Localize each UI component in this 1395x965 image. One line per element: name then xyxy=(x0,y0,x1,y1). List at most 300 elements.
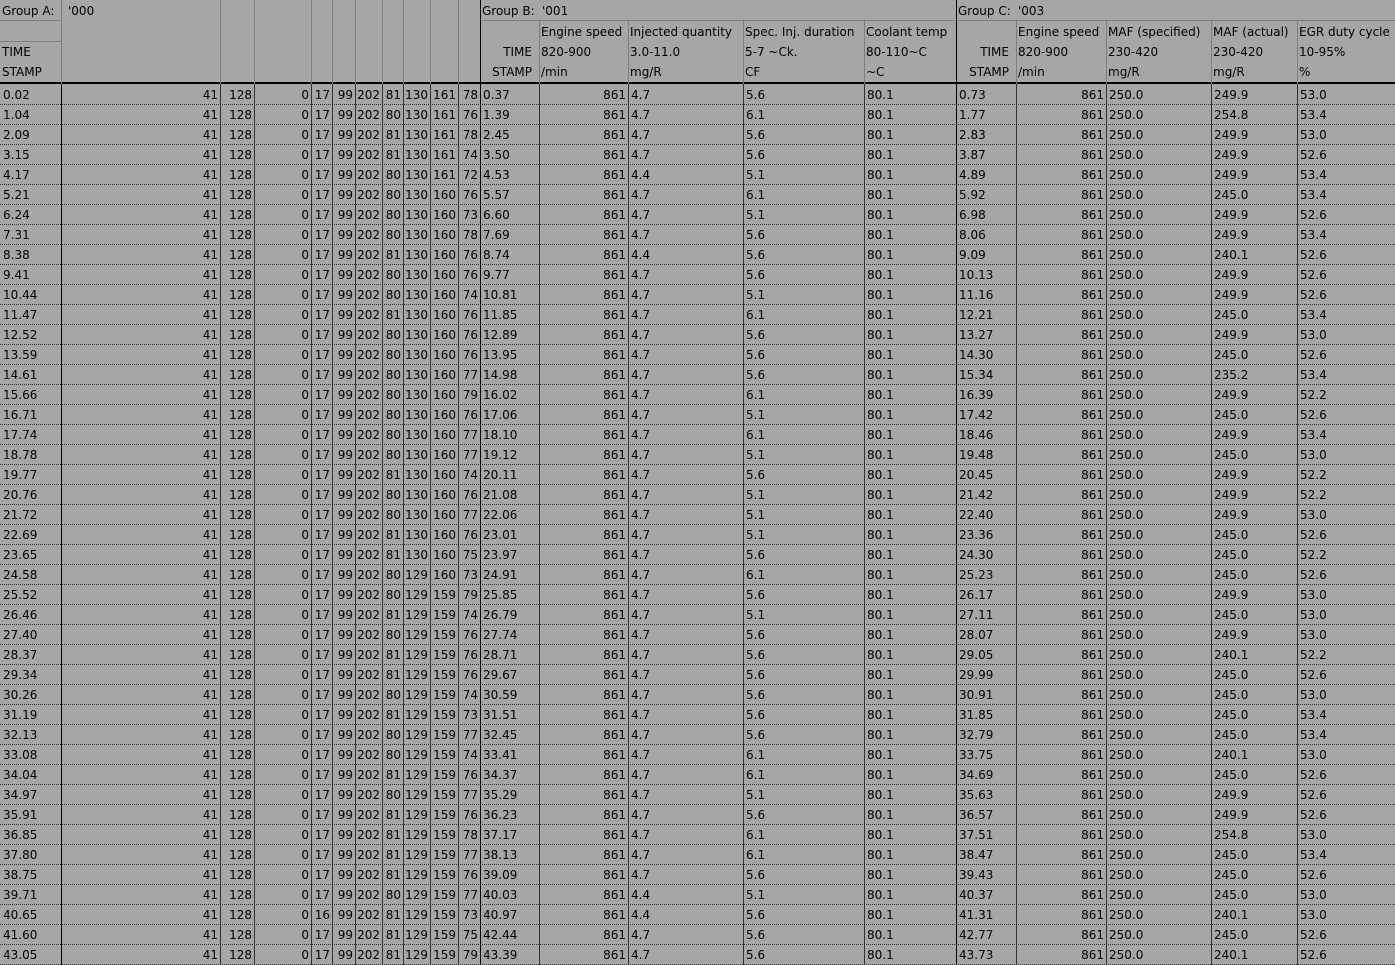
a-val-2-cell[interactable]: 128 xyxy=(229,288,252,302)
injected-quantity-cell[interactable]: 4.7 xyxy=(631,188,651,202)
a-val-9-cell[interactable]: 161 xyxy=(433,168,456,182)
coolant-temp-cell[interactable]: 80.1 xyxy=(867,428,894,442)
coolant-temp-cell[interactable]: 80.1 xyxy=(867,508,894,522)
a-val-9-cell[interactable]: 161 xyxy=(433,108,456,122)
a-val-6-cell[interactable]: 202 xyxy=(357,248,380,262)
a-val-8-cell[interactable]: 130 xyxy=(405,168,428,182)
a-val-7-cell[interactable]: 80 xyxy=(385,208,401,222)
coolant-temp-cell[interactable]: 80.1 xyxy=(867,808,894,822)
coolant-temp-cell[interactable]: 80.1 xyxy=(867,88,894,102)
time-a-cell[interactable]: 34.04 xyxy=(3,768,38,782)
a-val-1-cell[interactable]: 41 xyxy=(202,868,218,882)
a-val-5-cell[interactable]: 99 xyxy=(337,388,353,402)
engine-speed-b-cell[interactable]: 861 xyxy=(603,948,626,962)
time-a-cell[interactable]: 20.76 xyxy=(3,488,38,502)
a-val-7-cell[interactable]: 80 xyxy=(385,188,401,202)
a-val-4-cell[interactable]: 17 xyxy=(314,608,330,622)
maf-specified-cell[interactable]: 250.0 xyxy=(1109,228,1144,242)
time-a-cell[interactable]: 7.31 xyxy=(3,228,30,242)
time-a-cell[interactable]: 8.38 xyxy=(3,248,30,262)
engine-speed-b-cell[interactable]: 861 xyxy=(603,768,626,782)
maf-actual-cell[interactable]: 240.1 xyxy=(1214,908,1249,922)
a-val-1-cell[interactable]: 41 xyxy=(202,208,218,222)
maf-actual-cell[interactable]: 249.9 xyxy=(1214,88,1249,102)
engine-speed-c-cell[interactable]: 861 xyxy=(1081,308,1104,322)
maf-actual-cell[interactable]: 245.0 xyxy=(1214,728,1249,742)
a-val-4-cell[interactable]: 17 xyxy=(314,848,330,862)
column-header[interactable]: /min xyxy=(1018,65,1045,79)
a-val-8-cell[interactable]: 130 xyxy=(405,488,428,502)
a-val-6-cell[interactable]: 202 xyxy=(357,588,380,602)
a-val-10-cell[interactable]: 77 xyxy=(462,428,478,442)
a-val-5-cell[interactable]: 99 xyxy=(337,768,353,782)
time-b-cell[interactable]: 28.71 xyxy=(483,648,518,662)
time-c-cell[interactable]: 19.48 xyxy=(959,448,994,462)
a-val-10-cell[interactable]: 73 xyxy=(462,708,478,722)
time-c-cell[interactable]: 18.46 xyxy=(959,428,994,442)
maf-specified-cell[interactable]: 250.0 xyxy=(1109,828,1144,842)
time-c-cell[interactable]: 29.05 xyxy=(959,648,994,662)
time-a-cell[interactable]: 32.13 xyxy=(3,728,38,742)
engine-speed-b-cell[interactable]: 861 xyxy=(603,528,626,542)
a-val-7-cell[interactable]: 81 xyxy=(385,908,401,922)
engine-speed-b-cell[interactable]: 861 xyxy=(603,588,626,602)
a-val-8-cell[interactable]: 129 xyxy=(405,888,428,902)
a-val-1-cell[interactable]: 41 xyxy=(202,508,218,522)
time-a-cell[interactable]: 33.08 xyxy=(3,748,38,762)
time-c-cell[interactable]: 41.31 xyxy=(959,908,994,922)
time-c-cell[interactable]: 0.73 xyxy=(959,88,986,102)
engine-speed-b-cell[interactable]: 861 xyxy=(603,348,626,362)
engine-speed-c-cell[interactable]: 861 xyxy=(1081,728,1104,742)
engine-speed-b-cell[interactable]: 861 xyxy=(603,328,626,342)
time-a-cell[interactable]: 22.69 xyxy=(3,528,38,542)
a-val-3-cell[interactable]: 0 xyxy=(301,888,309,902)
a-val-10-cell[interactable]: 73 xyxy=(462,568,478,582)
a-val-10-cell[interactable]: 78 xyxy=(462,228,478,242)
spec-inj-duration-cell[interactable]: 6.1 xyxy=(746,568,766,582)
a-val-3-cell[interactable]: 0 xyxy=(301,588,309,602)
injected-quantity-cell[interactable]: 4.7 xyxy=(631,388,651,402)
a-val-9-cell[interactable]: 160 xyxy=(433,248,456,262)
a-val-1-cell[interactable]: 41 xyxy=(202,928,218,942)
a-val-10-cell[interactable]: 75 xyxy=(462,928,478,942)
a-val-2-cell[interactable]: 128 xyxy=(229,608,252,622)
maf-actual-cell[interactable]: 245.0 xyxy=(1214,348,1249,362)
a-val-5-cell[interactable]: 99 xyxy=(337,248,353,262)
engine-speed-c-cell[interactable]: 861 xyxy=(1081,228,1104,242)
engine-speed-c-cell[interactable]: 861 xyxy=(1081,428,1104,442)
maf-actual-cell[interactable]: 245.0 xyxy=(1214,928,1249,942)
a-val-8-cell[interactable]: 130 xyxy=(405,248,428,262)
maf-actual-cell[interactable]: 245.0 xyxy=(1214,308,1249,322)
a-val-4-cell[interactable]: 17 xyxy=(314,728,330,742)
egr-duty-cycle-cell[interactable]: 52.6 xyxy=(1300,948,1327,962)
a-val-6-cell[interactable]: 202 xyxy=(357,908,380,922)
maf-specified-cell[interactable]: 250.0 xyxy=(1109,348,1144,362)
a-val-2-cell[interactable]: 128 xyxy=(229,568,252,582)
maf-specified-cell[interactable]: 250.0 xyxy=(1109,928,1144,942)
maf-specified-cell[interactable]: 250.0 xyxy=(1109,628,1144,642)
time-b-cell[interactable]: 16.02 xyxy=(483,388,518,402)
a-val-1-cell[interactable]: 41 xyxy=(202,888,218,902)
coolant-temp-cell[interactable]: 80.1 xyxy=(867,708,894,722)
egr-duty-cycle-cell[interactable]: 52.6 xyxy=(1300,408,1327,422)
spec-inj-duration-cell[interactable]: 6.1 xyxy=(746,308,766,322)
a-val-8-cell[interactable]: 130 xyxy=(405,448,428,462)
a-val-10-cell[interactable]: 76 xyxy=(462,648,478,662)
engine-speed-c-cell[interactable]: 861 xyxy=(1081,568,1104,582)
a-val-3-cell[interactable]: 0 xyxy=(301,828,309,842)
a-val-9-cell[interactable]: 159 xyxy=(433,768,456,782)
time-b-cell[interactable]: 8.74 xyxy=(483,248,510,262)
injected-quantity-cell[interactable]: 4.4 xyxy=(631,908,651,922)
egr-duty-cycle-cell[interactable]: 52.6 xyxy=(1300,868,1327,882)
a-val-6-cell[interactable]: 202 xyxy=(357,488,380,502)
egr-duty-cycle-cell[interactable]: 53.4 xyxy=(1300,428,1327,442)
coolant-temp-cell[interactable]: 80.1 xyxy=(867,548,894,562)
a-val-6-cell[interactable]: 202 xyxy=(357,288,380,302)
a-val-8-cell[interactable]: 130 xyxy=(405,268,428,282)
a-val-9-cell[interactable]: 159 xyxy=(433,668,456,682)
column-header[interactable]: Engine speed xyxy=(1018,25,1100,39)
a-val-5-cell[interactable]: 99 xyxy=(337,468,353,482)
coolant-temp-cell[interactable]: 80.1 xyxy=(867,748,894,762)
column-header[interactable]: CF xyxy=(745,65,761,79)
a-val-6-cell[interactable]: 202 xyxy=(357,368,380,382)
time-c-cell[interactable]: 14.30 xyxy=(959,348,994,362)
coolant-temp-cell[interactable]: 80.1 xyxy=(867,868,894,882)
coolant-temp-cell[interactable]: 80.1 xyxy=(867,908,894,922)
group-id[interactable]: '003 xyxy=(1018,4,1045,18)
a-val-1-cell[interactable]: 41 xyxy=(202,768,218,782)
a-val-10-cell[interactable]: 76 xyxy=(462,488,478,502)
maf-specified-cell[interactable]: 250.0 xyxy=(1109,888,1144,902)
spec-inj-duration-cell[interactable]: 6.1 xyxy=(746,828,766,842)
time-a-cell[interactable]: 41.60 xyxy=(3,928,38,942)
a-val-4-cell[interactable]: 17 xyxy=(314,888,330,902)
time-c-cell[interactable]: 8.06 xyxy=(959,228,986,242)
a-val-5-cell[interactable]: 99 xyxy=(337,708,353,722)
coolant-temp-cell[interactable]: 80.1 xyxy=(867,648,894,662)
a-val-4-cell[interactable]: 17 xyxy=(314,948,330,962)
maf-actual-cell[interactable]: 245.0 xyxy=(1214,768,1249,782)
a-val-8-cell[interactable]: 129 xyxy=(405,728,428,742)
time-a-cell[interactable]: 4.17 xyxy=(3,168,30,182)
a-val-10-cell[interactable]: 76 xyxy=(462,268,478,282)
a-val-3-cell[interactable]: 0 xyxy=(301,608,309,622)
a-val-5-cell[interactable]: 99 xyxy=(337,528,353,542)
a-val-3-cell[interactable]: 0 xyxy=(301,88,309,102)
maf-actual-cell[interactable]: 235.2 xyxy=(1214,368,1249,382)
a-val-1-cell[interactable]: 41 xyxy=(202,848,218,862)
time-c-cell[interactable]: 9.09 xyxy=(959,248,986,262)
a-val-6-cell[interactable]: 202 xyxy=(357,948,380,962)
a-val-7-cell[interactable]: 80 xyxy=(385,728,401,742)
maf-actual-cell[interactable]: 245.0 xyxy=(1214,668,1249,682)
column-header[interactable]: 3.0-11.0 xyxy=(630,45,681,59)
a-val-6-cell[interactable]: 202 xyxy=(357,148,380,162)
time-b-cell[interactable]: 34.37 xyxy=(483,768,518,782)
a-val-6-cell[interactable]: 202 xyxy=(357,728,380,742)
injected-quantity-cell[interactable]: 4.7 xyxy=(631,728,651,742)
time-b-cell[interactable]: 26.79 xyxy=(483,608,518,622)
egr-duty-cycle-cell[interactable]: 53.4 xyxy=(1300,168,1327,182)
column-header[interactable]: 820-900 xyxy=(1018,45,1069,59)
a-val-5-cell[interactable]: 99 xyxy=(337,508,353,522)
a-val-5-cell[interactable]: 99 xyxy=(337,808,353,822)
time-a-cell[interactable]: 13.59 xyxy=(3,348,38,362)
a-val-5-cell[interactable]: 99 xyxy=(337,848,353,862)
a-val-2-cell[interactable]: 128 xyxy=(229,728,252,742)
a-val-5-cell[interactable]: 99 xyxy=(337,608,353,622)
a-val-9-cell[interactable]: 159 xyxy=(433,888,456,902)
engine-speed-c-cell[interactable]: 861 xyxy=(1081,668,1104,682)
a-val-6-cell[interactable]: 202 xyxy=(357,848,380,862)
a-val-8-cell[interactable]: 130 xyxy=(405,468,428,482)
a-val-5-cell[interactable]: 99 xyxy=(337,228,353,242)
column-header[interactable]: 10-95% xyxy=(1299,45,1346,59)
a-val-10-cell[interactable]: 77 xyxy=(462,728,478,742)
a-val-3-cell[interactable]: 0 xyxy=(301,948,309,962)
a-val-3-cell[interactable]: 0 xyxy=(301,208,309,222)
a-val-2-cell[interactable]: 128 xyxy=(229,548,252,562)
egr-duty-cycle-cell[interactable]: 52.6 xyxy=(1300,268,1327,282)
a-val-9-cell[interactable]: 159 xyxy=(433,628,456,642)
time-a-cell[interactable]: 15.66 xyxy=(3,388,38,402)
time-c-cell[interactable]: 17.42 xyxy=(959,408,994,422)
a-val-4-cell[interactable]: 17 xyxy=(314,868,330,882)
a-val-8-cell[interactable]: 129 xyxy=(405,608,428,622)
spec-inj-duration-cell[interactable]: 6.1 xyxy=(746,748,766,762)
coolant-temp-cell[interactable]: 80.1 xyxy=(867,188,894,202)
injected-quantity-cell[interactable]: 4.7 xyxy=(631,588,651,602)
injected-quantity-cell[interactable]: 4.7 xyxy=(631,648,651,662)
spec-inj-duration-cell[interactable]: 5.6 xyxy=(746,348,766,362)
a-val-8-cell[interactable]: 129 xyxy=(405,708,428,722)
a-val-2-cell[interactable]: 128 xyxy=(229,328,252,342)
injected-quantity-cell[interactable]: 4.7 xyxy=(631,788,651,802)
a-val-1-cell[interactable]: 41 xyxy=(202,728,218,742)
maf-specified-cell[interactable]: 250.0 xyxy=(1109,328,1144,342)
egr-duty-cycle-cell[interactable]: 52.6 xyxy=(1300,808,1327,822)
maf-actual-cell[interactable]: 245.0 xyxy=(1214,408,1249,422)
a-val-2-cell[interactable]: 128 xyxy=(229,368,252,382)
time-b-cell[interactable]: 20.11 xyxy=(483,468,518,482)
coolant-temp-cell[interactable]: 80.1 xyxy=(867,848,894,862)
engine-speed-c-cell[interactable]: 861 xyxy=(1081,268,1104,282)
column-header[interactable]: 820-900 xyxy=(541,45,592,59)
a-val-3-cell[interactable]: 0 xyxy=(301,508,309,522)
a-val-8-cell[interactable]: 129 xyxy=(405,628,428,642)
a-val-5-cell[interactable]: 99 xyxy=(337,568,353,582)
coolant-temp-cell[interactable]: 80.1 xyxy=(867,928,894,942)
spec-inj-duration-cell[interactable]: 5.1 xyxy=(746,208,766,222)
a-val-6-cell[interactable]: 202 xyxy=(357,228,380,242)
time-a-cell[interactable]: 9.41 xyxy=(3,268,30,282)
a-val-9-cell[interactable]: 160 xyxy=(433,508,456,522)
time-b-cell[interactable]: 14.98 xyxy=(483,368,518,382)
engine-speed-c-cell[interactable]: 861 xyxy=(1081,748,1104,762)
egr-duty-cycle-cell[interactable]: 53.4 xyxy=(1300,368,1327,382)
a-val-9-cell[interactable]: 160 xyxy=(433,468,456,482)
a-val-6-cell[interactable]: 202 xyxy=(357,688,380,702)
time-b-cell[interactable]: 13.95 xyxy=(483,348,518,362)
a-val-10-cell[interactable]: 77 xyxy=(462,788,478,802)
maf-specified-cell[interactable]: 250.0 xyxy=(1109,148,1144,162)
a-val-10-cell[interactable]: 79 xyxy=(462,948,478,962)
a-val-7-cell[interactable]: 81 xyxy=(385,768,401,782)
maf-actual-cell[interactable]: 245.0 xyxy=(1214,608,1249,622)
a-val-2-cell[interactable]: 128 xyxy=(229,348,252,362)
a-val-9-cell[interactable]: 160 xyxy=(433,328,456,342)
a-val-4-cell[interactable]: 17 xyxy=(314,448,330,462)
stamp-header[interactable]: STAMP xyxy=(492,65,532,79)
a-val-7-cell[interactable]: 81 xyxy=(385,708,401,722)
maf-actual-cell[interactable]: 249.9 xyxy=(1214,588,1249,602)
time-b-cell[interactable]: 42.44 xyxy=(483,928,518,942)
a-val-6-cell[interactable]: 202 xyxy=(357,448,380,462)
engine-speed-c-cell[interactable]: 861 xyxy=(1081,508,1104,522)
a-val-5-cell[interactable]: 99 xyxy=(337,788,353,802)
a-val-4-cell[interactable]: 17 xyxy=(314,748,330,762)
injected-quantity-cell[interactable]: 4.7 xyxy=(631,328,651,342)
spec-inj-duration-cell[interactable]: 5.6 xyxy=(746,728,766,742)
a-val-8-cell[interactable]: 130 xyxy=(405,508,428,522)
time-c-cell[interactable]: 34.69 xyxy=(959,768,994,782)
coolant-temp-cell[interactable]: 80.1 xyxy=(867,608,894,622)
a-val-2-cell[interactable]: 128 xyxy=(229,948,252,962)
injected-quantity-cell[interactable]: 4.7 xyxy=(631,768,651,782)
maf-specified-cell[interactable]: 250.0 xyxy=(1109,788,1144,802)
time-b-cell[interactable]: 29.67 xyxy=(483,668,518,682)
a-val-3-cell[interactable]: 0 xyxy=(301,188,309,202)
time-b-cell[interactable]: 24.91 xyxy=(483,568,518,582)
a-val-5-cell[interactable]: 99 xyxy=(337,268,353,282)
a-val-4-cell[interactable]: 17 xyxy=(314,548,330,562)
maf-specified-cell[interactable]: 250.0 xyxy=(1109,868,1144,882)
a-val-9-cell[interactable]: 159 xyxy=(433,948,456,962)
a-val-1-cell[interactable]: 41 xyxy=(202,308,218,322)
a-val-6-cell[interactable]: 202 xyxy=(357,808,380,822)
a-val-4-cell[interactable]: 17 xyxy=(314,488,330,502)
engine-speed-b-cell[interactable]: 861 xyxy=(603,268,626,282)
a-val-6-cell[interactable]: 202 xyxy=(357,528,380,542)
a-val-4-cell[interactable]: 17 xyxy=(314,288,330,302)
a-val-7-cell[interactable]: 80 xyxy=(385,268,401,282)
a-val-5-cell[interactable]: 99 xyxy=(337,108,353,122)
a-val-8-cell[interactable]: 129 xyxy=(405,768,428,782)
a-val-1-cell[interactable]: 41 xyxy=(202,228,218,242)
a-val-10-cell[interactable]: 77 xyxy=(462,508,478,522)
a-val-6-cell[interactable]: 202 xyxy=(357,88,380,102)
a-val-4-cell[interactable]: 17 xyxy=(314,228,330,242)
time-b-cell[interactable]: 37.17 xyxy=(483,828,518,842)
spec-inj-duration-cell[interactable]: 5.1 xyxy=(746,888,766,902)
a-val-5-cell[interactable]: 99 xyxy=(337,888,353,902)
coolant-temp-cell[interactable]: 80.1 xyxy=(867,528,894,542)
a-val-10-cell[interactable]: 76 xyxy=(462,628,478,642)
a-val-7-cell[interactable]: 80 xyxy=(385,228,401,242)
time-a-cell[interactable]: 21.72 xyxy=(3,508,38,522)
egr-duty-cycle-cell[interactable]: 53.0 xyxy=(1300,688,1327,702)
a-val-10-cell[interactable]: 72 xyxy=(462,168,478,182)
a-val-3-cell[interactable]: 0 xyxy=(301,468,309,482)
a-val-1-cell[interactable]: 41 xyxy=(202,248,218,262)
egr-duty-cycle-cell[interactable]: 52.6 xyxy=(1300,568,1327,582)
egr-duty-cycle-cell[interactable]: 52.6 xyxy=(1300,768,1327,782)
maf-actual-cell[interactable]: 240.1 xyxy=(1214,648,1249,662)
time-b-cell[interactable]: 0.37 xyxy=(483,88,510,102)
a-val-4-cell[interactable]: 17 xyxy=(314,168,330,182)
a-val-9-cell[interactable]: 159 xyxy=(433,828,456,842)
time-c-cell[interactable]: 6.98 xyxy=(959,208,986,222)
engine-speed-b-cell[interactable]: 861 xyxy=(603,368,626,382)
time-a-cell[interactable]: 28.37 xyxy=(3,648,38,662)
egr-duty-cycle-cell[interactable]: 53.4 xyxy=(1300,708,1327,722)
engine-speed-c-cell[interactable]: 861 xyxy=(1081,828,1104,842)
time-b-cell[interactable]: 38.13 xyxy=(483,848,518,862)
a-val-10-cell[interactable]: 76 xyxy=(462,188,478,202)
spec-inj-duration-cell[interactable]: 5.6 xyxy=(746,128,766,142)
engine-speed-b-cell[interactable]: 861 xyxy=(603,128,626,142)
time-a-cell[interactable]: 23.65 xyxy=(3,548,38,562)
coolant-temp-cell[interactable]: 80.1 xyxy=(867,308,894,322)
a-val-2-cell[interactable]: 128 xyxy=(229,308,252,322)
egr-duty-cycle-cell[interactable]: 52.6 xyxy=(1300,928,1327,942)
stamp-header[interactable]: STAMP xyxy=(2,65,42,79)
egr-duty-cycle-cell[interactable]: 52.6 xyxy=(1300,208,1327,222)
a-val-9-cell[interactable]: 160 xyxy=(433,368,456,382)
time-c-cell[interactable]: 25.23 xyxy=(959,568,994,582)
a-val-2-cell[interactable]: 128 xyxy=(229,88,252,102)
a-val-9-cell[interactable]: 160 xyxy=(433,188,456,202)
a-val-3-cell[interactable]: 0 xyxy=(301,748,309,762)
engine-speed-c-cell[interactable]: 861 xyxy=(1081,768,1104,782)
egr-duty-cycle-cell[interactable]: 52.6 xyxy=(1300,528,1327,542)
engine-speed-b-cell[interactable]: 861 xyxy=(603,668,626,682)
time-header[interactable]: TIME xyxy=(980,45,1009,59)
time-a-cell[interactable]: 24.58 xyxy=(3,568,38,582)
time-c-cell[interactable]: 13.27 xyxy=(959,328,994,342)
a-val-8-cell[interactable]: 129 xyxy=(405,568,428,582)
engine-speed-b-cell[interactable]: 861 xyxy=(603,468,626,482)
a-val-7-cell[interactable]: 81 xyxy=(385,468,401,482)
a-val-3-cell[interactable]: 0 xyxy=(301,348,309,362)
time-b-cell[interactable]: 21.08 xyxy=(483,488,518,502)
a-val-9-cell[interactable]: 160 xyxy=(433,288,456,302)
injected-quantity-cell[interactable]: 4.7 xyxy=(631,948,651,962)
a-val-3-cell[interactable]: 0 xyxy=(301,368,309,382)
maf-actual-cell[interactable]: 249.9 xyxy=(1214,208,1249,222)
injected-quantity-cell[interactable]: 4.7 xyxy=(631,868,651,882)
time-a-cell[interactable]: 6.24 xyxy=(3,208,30,222)
time-c-cell[interactable]: 22.40 xyxy=(959,508,994,522)
time-c-cell[interactable]: 3.87 xyxy=(959,148,986,162)
maf-specified-cell[interactable]: 250.0 xyxy=(1109,808,1144,822)
engine-speed-b-cell[interactable]: 861 xyxy=(603,848,626,862)
egr-duty-cycle-cell[interactable]: 53.0 xyxy=(1300,448,1327,462)
injected-quantity-cell[interactable]: 4.4 xyxy=(631,888,651,902)
maf-specified-cell[interactable]: 250.0 xyxy=(1109,488,1144,502)
egr-duty-cycle-cell[interactable]: 52.6 xyxy=(1300,288,1327,302)
a-val-3-cell[interactable]: 0 xyxy=(301,528,309,542)
a-val-2-cell[interactable]: 128 xyxy=(229,888,252,902)
injected-quantity-cell[interactable]: 4.7 xyxy=(631,508,651,522)
a-val-6-cell[interactable]: 202 xyxy=(357,308,380,322)
a-val-9-cell[interactable]: 160 xyxy=(433,568,456,582)
time-a-cell[interactable]: 16.71 xyxy=(3,408,38,422)
